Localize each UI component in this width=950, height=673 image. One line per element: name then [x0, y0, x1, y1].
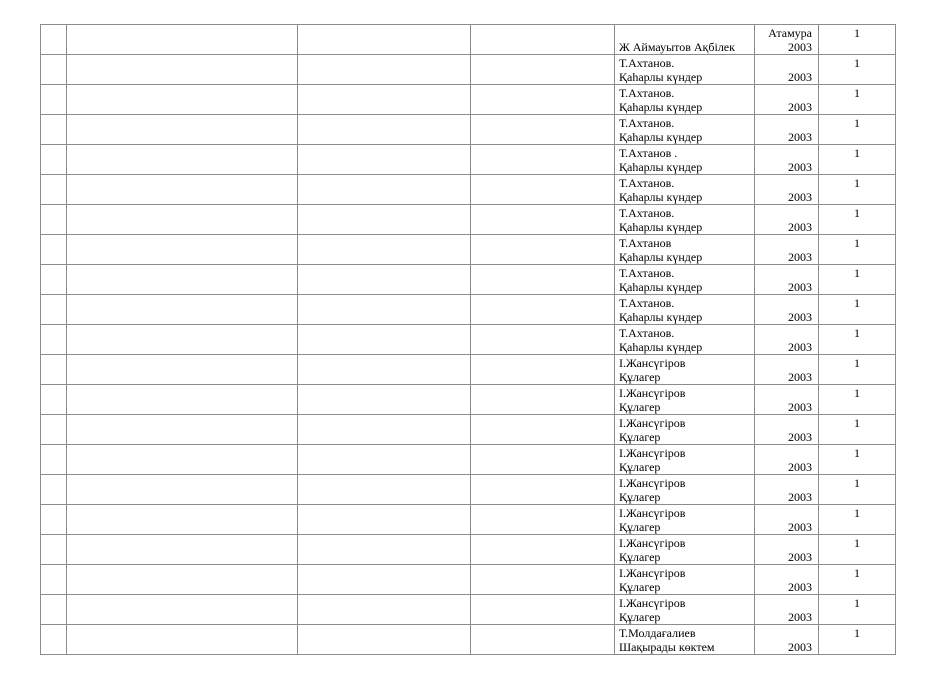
row-number-cell	[41, 595, 67, 625]
quantity-cell	[819, 265, 896, 295]
author-name: І.Жансүгіров	[619, 416, 686, 430]
empty-cell-3	[471, 475, 615, 505]
table-row	[41, 535, 896, 565]
empty-cell-1	[67, 325, 298, 355]
publication-year: 2003	[788, 640, 812, 654]
empty-cell-1	[67, 265, 298, 295]
quantity-cell	[819, 295, 896, 325]
empty-cell-1	[67, 445, 298, 475]
author-name: Т.Ахтанов.	[619, 206, 675, 220]
publication-year: 2003	[788, 220, 812, 234]
quantity-value: 1	[854, 146, 860, 160]
book-title: Қаһарлы күндер	[619, 250, 703, 264]
publication-year: 2003	[788, 130, 812, 144]
publication-year: 2003	[788, 520, 812, 534]
row-number-cell	[41, 355, 67, 385]
author-name: Т.Ахтанов.	[619, 176, 675, 190]
empty-cell-1	[67, 565, 298, 595]
empty-cell-3	[471, 595, 615, 625]
publication-year: 2003	[788, 610, 812, 624]
empty-cell-1	[67, 145, 298, 175]
table-row	[41, 115, 896, 145]
empty-cell-3	[471, 625, 615, 655]
table-row	[41, 355, 896, 385]
author-name: Т.Ахтанов.	[619, 116, 675, 130]
publication-year: 2003	[788, 250, 812, 264]
empty-cell-2	[298, 115, 471, 145]
empty-cell-1	[67, 55, 298, 85]
author-name: Т.Ахтанов	[619, 236, 672, 250]
row-number-cell	[41, 565, 67, 595]
author-name: Т.Ахтанов.	[619, 266, 675, 280]
publisher-name: Атамура	[768, 26, 812, 40]
empty-cell-2	[298, 625, 471, 655]
empty-cell-2	[298, 505, 471, 535]
empty-cell-1	[67, 295, 298, 325]
book-title: Құлагер	[619, 610, 661, 624]
quantity-value: 1	[854, 56, 860, 70]
quantity-cell	[819, 175, 896, 205]
publisher-year-cell	[755, 55, 819, 85]
row-number-cell	[41, 55, 67, 85]
quantity-value: 1	[854, 356, 860, 370]
book-title: Қаһарлы күндер	[619, 280, 703, 294]
empty-cell-3	[471, 85, 615, 115]
author-name: І.Жансүгіров	[619, 356, 686, 370]
author-title-cell	[615, 445, 755, 475]
quantity-cell	[819, 115, 896, 145]
row-number-cell	[41, 205, 67, 235]
book-title: Қаһарлы күндер	[619, 100, 703, 114]
row-number-cell	[41, 385, 67, 415]
author-title-cell	[615, 385, 755, 415]
empty-cell-2	[298, 295, 471, 325]
quantity-cell	[819, 85, 896, 115]
quantity-cell	[819, 145, 896, 175]
publication-year: 2003	[788, 100, 812, 114]
publisher-year-cell	[755, 205, 819, 235]
table-row	[41, 55, 896, 85]
publication-year: 2003	[788, 190, 812, 204]
row-number-cell	[41, 25, 67, 55]
empty-cell-3	[471, 355, 615, 385]
quantity-cell	[819, 415, 896, 445]
book-title: Ж Аймауытов Ақбілек	[619, 40, 735, 54]
empty-cell-1	[67, 355, 298, 385]
publisher-year-cell	[755, 25, 819, 55]
empty-cell-2	[298, 205, 471, 235]
empty-cell-2	[298, 55, 471, 85]
empty-cell-1	[67, 595, 298, 625]
author-title-cell	[615, 355, 755, 385]
author-title-cell	[615, 535, 755, 565]
quantity-value: 1	[854, 416, 860, 430]
empty-cell-2	[298, 355, 471, 385]
author-name: Т.Ахтанов .	[619, 146, 678, 160]
publication-year: 2003	[788, 310, 812, 324]
empty-cell-1	[67, 475, 298, 505]
empty-cell-2	[298, 235, 471, 265]
publisher-year-cell	[755, 535, 819, 565]
quantity-cell	[819, 325, 896, 355]
book-title: Қаһарлы күндер	[619, 190, 703, 204]
quantity-value: 1	[854, 386, 860, 400]
empty-cell-1	[67, 115, 298, 145]
empty-cell-2	[298, 595, 471, 625]
quantity-value: 1	[854, 596, 860, 610]
book-title: Құлагер	[619, 580, 661, 594]
book-inventory-table	[40, 24, 896, 655]
quantity-cell	[819, 205, 896, 235]
author-title-cell	[615, 565, 755, 595]
row-number-cell	[41, 535, 67, 565]
author-name: І.Жансүгіров	[619, 536, 686, 550]
publisher-year-cell	[755, 145, 819, 175]
table-row	[41, 505, 896, 535]
empty-cell-2	[298, 445, 471, 475]
publisher-year-cell	[755, 115, 819, 145]
publisher-year-cell	[755, 505, 819, 535]
empty-cell-3	[471, 145, 615, 175]
book-title: Құлагер	[619, 550, 661, 564]
table-row	[41, 445, 896, 475]
empty-cell-1	[67, 385, 298, 415]
empty-cell-1	[67, 625, 298, 655]
empty-cell-2	[298, 565, 471, 595]
quantity-value: 1	[854, 326, 860, 340]
publication-year: 2003	[788, 160, 812, 174]
empty-cell-3	[471, 535, 615, 565]
empty-cell-3	[471, 445, 615, 475]
quantity-cell	[819, 355, 896, 385]
empty-cell-2	[298, 265, 471, 295]
empty-cell-1	[67, 25, 298, 55]
table-row	[41, 565, 896, 595]
table-row	[41, 145, 896, 175]
author-name: І.Жансүгіров	[619, 596, 686, 610]
publication-year: 2003	[788, 370, 812, 384]
table-row	[41, 625, 896, 655]
quantity-cell	[819, 535, 896, 565]
row-number-cell	[41, 625, 67, 655]
quantity-value: 1	[854, 476, 860, 490]
empty-cell-2	[298, 535, 471, 565]
quantity-cell	[819, 385, 896, 415]
book-title: Құлагер	[619, 520, 661, 534]
author-name: Т.Ахтанов.	[619, 326, 675, 340]
author-name: І.Жансүгіров	[619, 566, 686, 580]
row-number-cell	[41, 445, 67, 475]
book-title: Құлагер	[619, 430, 661, 444]
book-title: Шақырады көктем	[619, 640, 715, 654]
table-row	[41, 295, 896, 325]
author-title-cell	[615, 115, 755, 145]
publication-year: 2003	[788, 280, 812, 294]
empty-cell-1	[67, 85, 298, 115]
quantity-value: 1	[854, 266, 860, 280]
book-title: Қаһарлы күндер	[619, 70, 703, 84]
author-title-cell	[615, 295, 755, 325]
publication-year: 2003	[788, 550, 812, 564]
publisher-year-cell	[755, 445, 819, 475]
author-title-cell	[615, 55, 755, 85]
empty-cell-3	[471, 25, 615, 55]
author-title-cell	[615, 325, 755, 355]
author-name: І.Жансүгіров	[619, 386, 686, 400]
author-title-cell	[615, 595, 755, 625]
quantity-value: 1	[854, 206, 860, 220]
publication-year: 2003	[788, 340, 812, 354]
quantity-value: 1	[854, 26, 860, 40]
empty-cell-2	[298, 145, 471, 175]
empty-cell-3	[471, 265, 615, 295]
publisher-year-cell	[755, 265, 819, 295]
book-title: Қаһарлы күндер	[619, 160, 703, 174]
empty-cell-3	[471, 205, 615, 235]
book-title: Қаһарлы күндер	[619, 220, 703, 234]
quantity-value: 1	[854, 86, 860, 100]
publisher-year-cell	[755, 625, 819, 655]
empty-cell-2	[298, 325, 471, 355]
publisher-year-cell	[755, 385, 819, 415]
table-row	[41, 385, 896, 415]
quantity-cell	[819, 55, 896, 85]
publisher-year-cell	[755, 595, 819, 625]
empty-cell-3	[471, 385, 615, 415]
empty-cell-1	[67, 535, 298, 565]
publication-year: 2003	[788, 580, 812, 594]
table-row	[41, 205, 896, 235]
row-number-cell	[41, 505, 67, 535]
table-row	[41, 25, 896, 55]
quantity-value: 1	[854, 536, 860, 550]
publisher-year-cell	[755, 325, 819, 355]
empty-cell-3	[471, 565, 615, 595]
table-row	[41, 175, 896, 205]
empty-cell-3	[471, 325, 615, 355]
empty-cell-3	[471, 295, 615, 325]
empty-cell-1	[67, 415, 298, 445]
row-number-cell	[41, 475, 67, 505]
table-row	[41, 475, 896, 505]
quantity-value: 1	[854, 446, 860, 460]
publication-year: 2003	[788, 490, 812, 504]
table-body	[41, 25, 896, 655]
table-row	[41, 595, 896, 625]
quantity-cell	[819, 625, 896, 655]
quantity-cell	[819, 505, 896, 535]
quantity-cell	[819, 445, 896, 475]
row-number-cell	[41, 415, 67, 445]
publication-year: 2003	[788, 40, 812, 54]
author-name: Т.Молдағалиев	[619, 626, 696, 640]
empty-cell-1	[67, 235, 298, 265]
book-title: Құлагер	[619, 370, 661, 384]
quantity-cell	[819, 475, 896, 505]
empty-cell-2	[298, 475, 471, 505]
empty-cell-1	[67, 175, 298, 205]
quantity-value: 1	[854, 506, 860, 520]
empty-cell-2	[298, 385, 471, 415]
publication-year: 2003	[788, 460, 812, 474]
row-number-cell	[41, 265, 67, 295]
author-name: І.Жансүгіров	[619, 476, 686, 490]
quantity-cell	[819, 25, 896, 55]
publisher-year-cell	[755, 175, 819, 205]
table-row	[41, 265, 896, 295]
empty-cell-2	[298, 175, 471, 205]
author-title-cell	[615, 85, 755, 115]
publication-year: 2003	[788, 430, 812, 444]
book-title: Құлагер	[619, 490, 661, 504]
row-number-cell	[41, 325, 67, 355]
author-name: Т.Ахтанов.	[619, 86, 675, 100]
book-title: Қаһарлы күндер	[619, 130, 703, 144]
empty-cell-2	[298, 85, 471, 115]
row-number-cell	[41, 295, 67, 325]
empty-cell-3	[471, 505, 615, 535]
row-number-cell	[41, 145, 67, 175]
author-name: Т.Ахтанов.	[619, 56, 675, 70]
row-number-cell	[41, 85, 67, 115]
author-title-cell	[615, 625, 755, 655]
publication-year: 2003	[788, 400, 812, 414]
publisher-year-cell	[755, 85, 819, 115]
quantity-value: 1	[854, 236, 860, 250]
publisher-year-cell	[755, 235, 819, 265]
author-title-cell	[615, 145, 755, 175]
table-row	[41, 325, 896, 355]
table-row	[41, 85, 896, 115]
quantity-cell	[819, 565, 896, 595]
quantity-value: 1	[854, 176, 860, 190]
row-number-cell	[41, 235, 67, 265]
author-name: І.Жансүгіров	[619, 506, 686, 520]
author-title-cell	[615, 415, 755, 445]
empty-cell-2	[298, 415, 471, 445]
publisher-year-cell	[755, 415, 819, 445]
publisher-year-cell	[755, 565, 819, 595]
author-title-cell	[615, 205, 755, 235]
empty-cell-3	[471, 115, 615, 145]
table-row	[41, 235, 896, 265]
author-title-cell	[615, 175, 755, 205]
quantity-cell	[819, 595, 896, 625]
author-title-cell	[615, 505, 755, 535]
empty-cell-3	[471, 55, 615, 85]
empty-cell-1	[67, 205, 298, 235]
quantity-value: 1	[854, 626, 860, 640]
author-title-cell	[615, 475, 755, 505]
author-name: Т.Ахтанов.	[619, 296, 675, 310]
book-title: Қаһарлы күндер	[619, 310, 703, 324]
publisher-year-cell	[755, 475, 819, 505]
book-title: Қаһарлы күндер	[619, 340, 703, 354]
empty-cell-2	[298, 25, 471, 55]
quantity-cell	[819, 235, 896, 265]
empty-cell-1	[67, 505, 298, 535]
book-title: Құлагер	[619, 460, 661, 474]
row-number-cell	[41, 115, 67, 145]
author-title-cell	[615, 25, 755, 55]
row-number-cell	[41, 175, 67, 205]
empty-cell-3	[471, 235, 615, 265]
book-title: Құлагер	[619, 400, 661, 414]
publisher-year-cell	[755, 295, 819, 325]
table-row	[41, 415, 896, 445]
publisher-year-cell	[755, 355, 819, 385]
empty-cell-3	[471, 415, 615, 445]
quantity-value: 1	[854, 116, 860, 130]
author-title-cell	[615, 235, 755, 265]
empty-cell-3	[471, 175, 615, 205]
quantity-value: 1	[854, 296, 860, 310]
author-name: І.Жансүгіров	[619, 446, 686, 460]
author-title-cell	[615, 265, 755, 295]
quantity-value: 1	[854, 566, 860, 580]
publication-year: 2003	[788, 70, 812, 84]
